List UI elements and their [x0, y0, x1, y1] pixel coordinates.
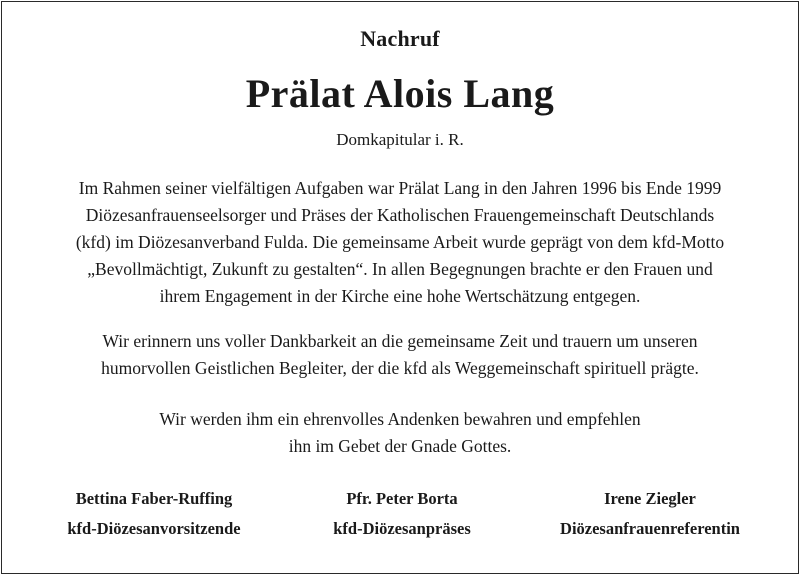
- paragraph-line: Wir erinnern uns voller Dankbarkeit an die gemeinsame Zeit und trauern um unseren: [102, 331, 698, 351]
- signatory-role: kfd-Diözesanpräses: [333, 519, 471, 538]
- signatory-role: Diözesanfrauenreferentin: [560, 519, 740, 538]
- paragraph-line: Im Rahmen seiner vielfältigen Aufgaben war Prälat Lang in den Jahren 1996 bis Ende 1999: [78, 178, 722, 198]
- paragraph-line: „Bevollmächtigt, Zukunft zu gestalten“. In allen Begegnungen brachte er den Frauen und: [87, 259, 713, 279]
- deceased-title: Domkapitular i. R.: [336, 130, 464, 149]
- signatory-role: kfd-Diözesanvorsitzende: [67, 519, 241, 538]
- paragraph-line: ihrem Engagement in der Kirche eine hohe Wertschätzung entgegen.: [159, 286, 641, 306]
- paragraph-line: Wir werden ihm ein ehrenvolles Andenken bewahren und empfehlen: [159, 409, 641, 429]
- obituary-heading: Nachruf: [360, 26, 440, 51]
- paragraph-line: (kfd) im Diözesanverband Fulda. Die gemeinsame Arbeit wurde geprägt von dem kfd-Motto: [75, 232, 725, 252]
- paragraph-line: humorvollen Geistlichen Begleiter, der die kfd als Weggemeinschaft spirituell prägte.: [101, 358, 699, 378]
- obituary-card: [1, 1, 799, 574]
- signatory: [22, 484, 286, 544]
- signatory: [518, 484, 782, 544]
- signatory-name: Bettina Faber-Ruffing: [75, 489, 233, 508]
- signatory-name: Irene Ziegler: [604, 489, 696, 508]
- paragraph-line: Diözesanfrauenseelsorger und Präses der Katholischen Frauengemeinschaft Deutschlands: [85, 205, 715, 225]
- signatory-name: Pfr. Peter Borta: [346, 489, 458, 508]
- paragraph-closing: [22, 406, 778, 460]
- deceased-name: Prälat Alois Lang: [245, 71, 555, 116]
- signatory: [270, 484, 534, 544]
- paragraph-gratitude: [22, 328, 778, 382]
- paragraph-line: ihn im Gebet der Gnade Gottes.: [288, 436, 512, 456]
- paragraph-tribute: [22, 175, 778, 310]
